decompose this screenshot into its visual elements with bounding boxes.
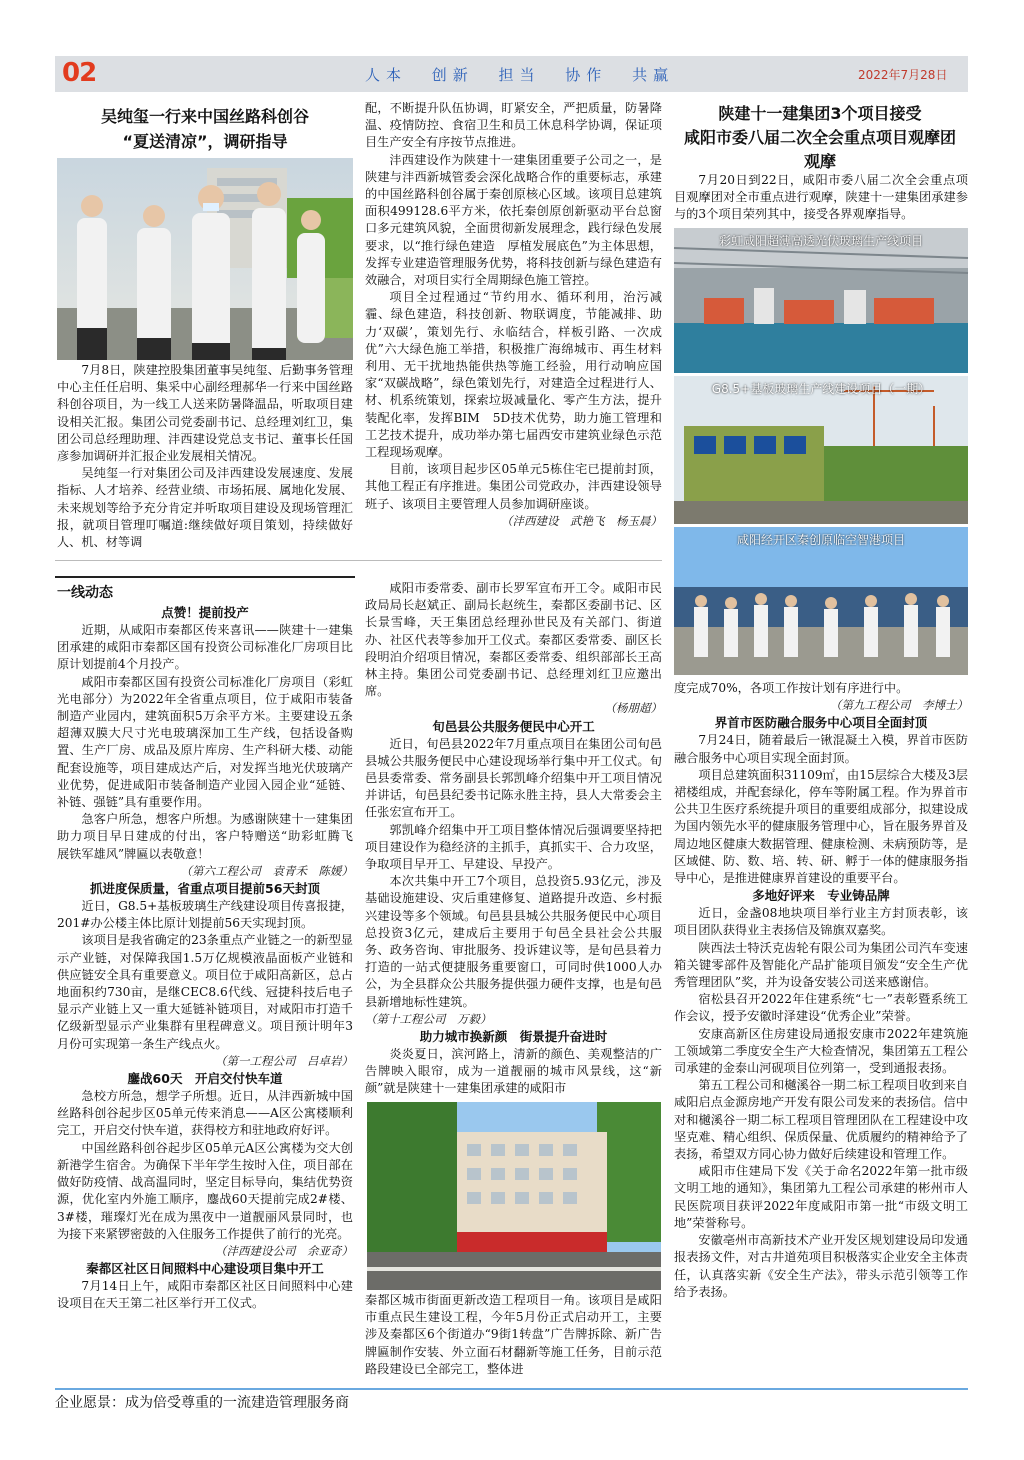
article1-paragraph: 配，不断提升队伍协调，盯紧安全，严把质量，防暑降温、疫情防控、食宿卫生和员工休息科学协调，保证项目生产安全有序按节点推进。 — [365, 101, 662, 150]
article2-title — [672, 102, 968, 174]
news1-byline: （第六工程公司 袁青禾 陈媛） — [180, 863, 353, 878]
news-paragraph: 该项目是我省确定的23条重点产业链之一的新型显示产业链，对保障我国1.5万亿规模液晶面板产业链和供应链安全具有重要意义。项目位于咸阳高新区，总占地面积约730亩，是继CEC8.6代线、冠捷科技后电子显示产业链上又一重大延链补链项目，对咸阳市打造千亿级新型显示产业集群有里程碑意义。项目预计明年3月份可实现第一条生产线点火。 — [57, 933, 353, 1051]
article2-title-line2: 咸阳市委八届二次全会重点项目观摩团 — [683, 128, 956, 147]
article2-text — [674, 172, 968, 226]
news-paragraph: 咸阳市住建局下发《关于命名2022年第一批市级文明工地的通知》，集团第九工程公司承建的彬州市人民医院项目获评2022年度咸阳市第一批“市级文明工地”荣誉称号。 — [674, 1164, 968, 1230]
article2-photo-2 — [674, 376, 968, 524]
article1-text-col2 — [365, 100, 662, 550]
divider-line — [55, 560, 662, 561]
news7-title: 界首市医防融合服务中心项目全面封顶 — [714, 715, 928, 731]
news8-title: 多地好评来 专业铸品牌 — [752, 888, 890, 904]
news-paragraph: 咸阳市秦都区国有投资公司标准化厂房项目（彩虹光电部分）为2022年全省重点项目，位于咸阳市装备制造产业园内，建筑面积5万余平方米。主要建设五条超薄双膜大尺寸光电玻璃深加工生产线，包括设备购置、生产厂房、成品及原片库房、生产科研大楼、动能配套设施等，项目建成达产后，对发挥当地光伏玻璃产业优势，促进咸阳市装备制造产业园入园企业“延链、补链、强链”具有重要作用。 — [57, 674, 353, 810]
header-slogan: 人本 创新 担当 协作 共赢 — [365, 66, 675, 84]
news-col2 — [365, 580, 662, 1100]
article1-paragraph: 吴纯玺一行对集团公司及沣西建设发展速度、发展指标、人才培养、经营业绩、市场拓展、属地化发展、未来规划等给予充分肯定并听取项目建设及现场管理汇报，就项目管理叮嘱道:继续做好项目策划，持续做好人、机、材等调 — [57, 466, 353, 550]
news-paragraph: 近日，G8.5+基板玻璃生产线建设项目传喜报捷，201#办公楼主体比原计划提前56天实现封顶。 — [57, 899, 353, 931]
news-paragraph: 安康高新区住房建设局通报安康市2022年建筑施工领域第二季度安全生产大检查情况，集团第五工程公司承建的金泰山河砚项目位列第一，受到通报表扬。 — [674, 1026, 968, 1076]
issue-date: 2022年7月28日 — [858, 68, 948, 82]
news5-byline: （第十工程公司 万毅） — [365, 1011, 492, 1026]
news-col3 — [674, 680, 968, 1386]
news2-title: 抓进度保质量，省重点项目提前56天封顶 — [90, 881, 320, 897]
article1-paragraph: 沣西建设作为陕建十一建集团重要子公司之一，是陕建与沣西新城管委会深化战略合作的重要标志，承建的中国丝路科创谷属于秦创原核心区域。该项目总建筑面积499128.6平方米，依托秦创原创新驱动平台总窗口多元建筑风貌，全面贯彻新发展理念，践行绿色发展要求，以“推行绿色建造 厚植发展底色”为主体思想，发挥专业建造管理服务优势，将科技创新与绿色建造有效融合，对项目实行全周期绿色施工管控。 — [365, 152, 662, 288]
news-paragraph: 近期，从咸阳市秦都区传来喜讯——陕建十一建集团承建的咸阳市秦都区国有投资公司标准化厂房项目比原计划提前4个月投产。 — [57, 623, 353, 672]
article1-photo — [57, 158, 353, 360]
news-paragraph: 项目总建筑面积31109㎡，由15层综合大楼及3层裙楼组成，并配套绿化，停车等附属工程。作为界首市公共卫生医疗系统提升项目的重要组成部分，拟建设成为国内领先水平的健康服务管理中心，旨在服务界首及周边地区健康大数据管理、健康检测、未病预防等，是区域健、防、数、培、转、研、孵于一体的健康服务指导中心，是推进健康界首建设的重要平台。 — [674, 767, 968, 886]
news5-title: 旬邑县公共服务便民中心开工 — [432, 718, 595, 734]
article2-paragraph: 7月20日到22日，咸阳市委八届二次全会重点项目观摩团对全市重点进行观摩，陕建十一建集团承建参与的3个项目荣列其中，接受各界观摩指导。 — [674, 173, 968, 222]
article1-paragraph: 目前，该项目起步区05单元5栋住宅已提前封顶，其他工程正有序推进。集团公司党政办，沣西建设领导班子、该项目主要管理人员参加调研座谈。 — [365, 462, 662, 511]
photo3-caption: 咸阳经开区秦创原临空智港项目 — [736, 533, 905, 547]
section-rule — [55, 576, 355, 578]
article1-title-line2: “夏送清凉”，调研指导 — [122, 132, 288, 151]
news-paragraph: 炎炎夏日，滨河路上，清新的颜色、美观整洁的广告牌映入眼帘，成为一道靓丽的城市风景线，这“新颜”就是陕建十一建集团承建的咸阳市 — [365, 1047, 662, 1096]
news-paragraph: 郭凯峰介绍集中开工项目整体情况后强调要坚持把项目建设作为稳经济的主抓手，真抓实干、合力攻坚，争取项目早开工、早建设、早投产。 — [365, 822, 662, 872]
news6-title: 助力城市换新颜 街景提升奋进时 — [419, 1029, 608, 1045]
news3-byline: （沣西建设公司 余亚奇） — [215, 1243, 353, 1258]
article2-photo-1 — [674, 228, 968, 373]
article2-title-line3: 观摩 — [803, 152, 836, 171]
news-paragraph: 急校方所急，想学子所想。近日，从沣西新城中国丝路科创谷起步区05单元传来消息——A区公寓楼顺利完工，开启交付快车道，获得校方和驻地政府好评。 — [57, 1089, 353, 1138]
article1-title — [55, 104, 355, 154]
page-number: 02 — [62, 58, 97, 88]
footer-text: 企业愿景：成为倍受尊重的一流建造管理服务商 — [55, 1395, 349, 1411]
news-col1 — [57, 604, 366, 1384]
photo1-caption: 彩虹咸阳超薄高透光伏玻璃生产线项目 — [718, 234, 923, 248]
news-paragraph: 陕西法士特沃克齿轮有限公司为集团公司汽车变速箱关键零部件及智能化产品扩能项目颁发“安全生产优秀管理团队”奖，并为设备安装公司送来感谢信。 — [674, 940, 968, 990]
news-paragraph: 中国丝路科创谷起步区05单元A区公寓楼为交大创新港学生宿舍。为确保下半年学生按时入住，项目部在做好防疫情、战高温同时，坚定目标导向，集结优势资源，优化室内外施工顺序，鏖战60天提前完成2#楼、3#楼，璀璨灯光在成为黑夜中一道靓丽风景同时，也为接下来紧锣密鼓的入住服务工作提供了前行的光亮。 — [57, 1140, 353, 1241]
news6-byline: （第九工程公司 李博士） — [830, 698, 968, 713]
section-title: 一线动态 — [57, 585, 113, 601]
article1-title-line1: 吴纯玺一行来中国丝路科创谷 — [100, 107, 309, 126]
article2-title-line1: 陕建十一建集团3个项目接受 — [718, 104, 922, 123]
news-paragraph: 7月14日上午，咸阳市秦都区社区日间照料中心建设项目在天王第二社区举行开工仪式。 — [57, 1279, 353, 1311]
news-paragraph: 咸阳市委常委、副市长罗军宣布开工令。咸阳市民政局局长赵斌正、副局长赵统生，秦都区委副书记、区长景雪峰，天王集团总经理孙世民及有关部门、街道办、社区代表等参加开工仪式。秦都区委常委、副区长段明泊介绍项目情况，秦都区委常委、组织部部长王高林主持。集团公司党委副书记、总经理刘红卫应邀出席。 — [365, 581, 662, 699]
article1-text-col1 — [57, 362, 353, 572]
article1-byline: （沣西建设 武艳飞 杨玉晨） — [501, 513, 662, 528]
news-col2-bottom — [365, 1292, 662, 1386]
footer-vision — [55, 1388, 968, 1410]
news6-photo — [367, 1102, 661, 1290]
news-paragraph: 第五工程公司和樾溪谷一期二标工程项目收到来自咸阳启点金源房地产开发有限公司发来的表扬信。信中对和樾溪谷一期二标工程项目管理团队在工程建设中攻坚克难、精心组织、保质保量、优质履约的精神给予了表扬，希望双方同心协力做好后续建设和管理工作。 — [674, 1078, 968, 1162]
news-paragraph: 安徽亳州市高新技术产业开发区规划建设局印发通报表扬文件，对古井道苑项目积极落实企业安全主体责任，认真落实新《安全生产法》，带头示范引领等工作给予表扬。 — [674, 1233, 968, 1299]
news-paragraph: 本次共集中开工7个项目，总投资5.93亿元，涉及基础设施建设、灾后重建修复、道路提升改造、乡村振兴建设等多个领域。旬邑县县城公共服务便民中心项目总投资3亿元，建成后主要用于旬邑全县社会公共服务、政务咨询、审批服务、投诉建议等，是旬邑县着力打造的一站式便捷服务重要窗口，可同时供1000人办公，为全县群众公共服务提供强力硬件支撑，也是旬邑县新增地标性建筑。 — [365, 874, 662, 1009]
news-paragraph: 宿松县召开2022年住建系统“七一”表彰暨系统工作会议，授予安徽时泽建设“优秀企业”荣誉。 — [674, 992, 968, 1024]
news-paragraph: 秦都区城市街面更新改造工程项目一角。该项目是咸阳市重点民生建设工程，今年5月份正式启动开工，主要涉及秦都区6个街道办“9街1转盘”广告牌拆除、新广告牌匾制作安装、外立面石材翻新等施工任务，目前示范路段建设已全部完工，整体进 — [365, 1293, 662, 1376]
news1-title: 点赞！提前投产 — [161, 605, 249, 620]
news4-byline: （杨朋超） — [604, 701, 662, 716]
news-paragraph: 近日，旬邑县2022年7月重点项目在集团公司旬邑县城公共服务便民中心建设现场举行集中开工仪式。旬邑县委常委、常务副县长郭凯峰介绍集中开工项目情况并讲话，旬邑县纪委书记陈永胜主持，县人大常委会主任张宏宣布开工。 — [365, 736, 662, 820]
news2-byline: （第一工程公司 吕卓岩） — [215, 1053, 353, 1068]
news-paragraph: 急客户所急，想客户所想。为感谢陕建十一建集团助力项目早日建成的付出，客户特赠送“助彩虹腾飞 展铁军雄风”牌匾以表敬意！ — [57, 812, 366, 861]
article2-photo-3 — [674, 527, 968, 675]
photo2-caption: G8.5+基板玻璃生产线建设项目（一期） — [711, 382, 931, 396]
news-paragraph: 度完成70%，各项工作按计划有序进行中。 — [674, 681, 909, 695]
article1-paragraph: 项目全过程通过“节约用水、循环利用，治污减霾、绿色建造，科技创新、物联调度，节能减排、助力‘双碳’，策划先行、永临结合，样板引路、一次成优”六大绿色施工举措，积极推广海绵城市、再生材料利用、无干扰地热能供热等施工经验，用行动响应国家“双碳战略”，绿色策划先行，对建造全过程进行人、材、机系统策划，探索垃圾减量化、零产生方法，提升装配化率，发挥BIM 5D技术优势，助力施工管理和工艺技术提升，成功举办第七届西安市建筑业绿色示范工程现场观摩。 — [365, 290, 662, 460]
article1-paragraph: 7月8日，陕建控股集团董事吴纯玺、后勤事务管理中心主任任启明、集采中心副经理郝华一行来中国丝路科创谷项目，为一线工人送来防暑降温品，听取项目建设相关汇报。集团公司党委副书记、总经理刘红卫，集团公司总经理助理、沣西建设党总支书记、董事长任国彦参加调研并汇报企业发展相关情况。 — [57, 363, 353, 464]
news-paragraph: 7月24日，随着最后一锹混凝土入模，界首市医防融合服务中心项目实现全面封顶。 — [674, 733, 968, 765]
news-paragraph: 近日，金盏08地块项目举行业主方封顶表彰，该项目团队获得业主表扬信及锦旗双嘉奖。 — [674, 906, 968, 938]
news3-title: 鏖战60天 开启交付快车道 — [127, 1071, 283, 1087]
news4-title: 秦都区社区日间照料中心建设项目集中开工 — [86, 1261, 324, 1277]
